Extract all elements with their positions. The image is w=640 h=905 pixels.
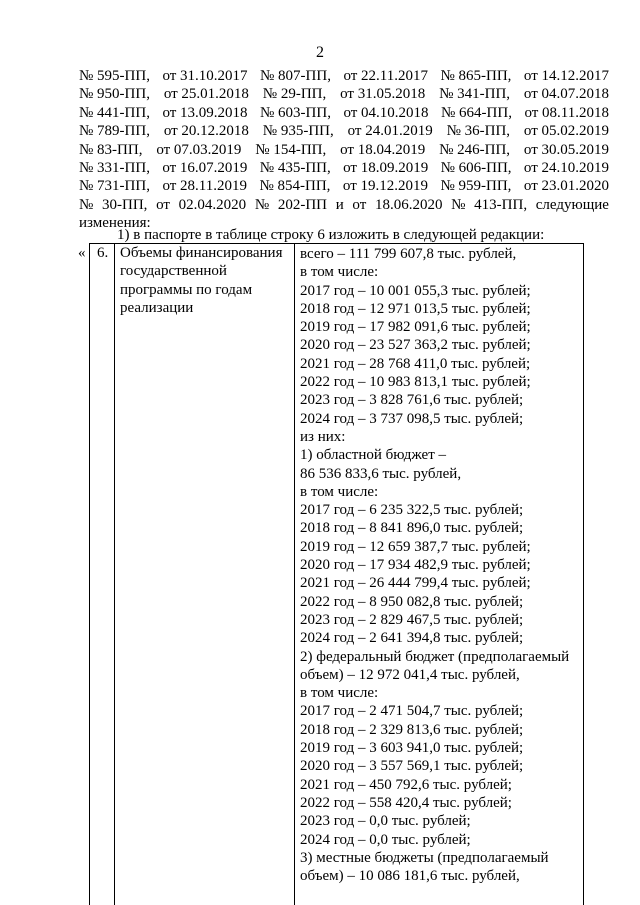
reference-tail-word: от: [156, 196, 170, 213]
content-line: 2020 год – 17 934 482,9 тыс. рублей;: [300, 557, 531, 574]
reference-tail-word: следующие: [535, 196, 609, 213]
reference-number: № 331-ПП,: [79, 159, 150, 176]
content-line: 2017 год – 2 471 504,7 тыс. рублей;: [300, 703, 524, 720]
table-row-content: [300, 245, 582, 885]
content-line: 2017 год – 6 235 322,5 тыс. рублей;: [300, 502, 524, 519]
reference-number: № 441-ПП,: [79, 104, 150, 121]
reference-row: [79, 85, 609, 103]
reference-row: [79, 122, 609, 140]
reference-tail-word: от: [352, 196, 367, 213]
content-line: 2021 год – 28 768 411,0 тыс. рублей;: [300, 355, 531, 372]
content-line: 2022 год – 558 420,4 тыс. рублей;: [300, 794, 512, 811]
reference-date: от 04.10.2018: [343, 104, 429, 121]
reference-row: [79, 67, 609, 85]
content-line: в том числе:: [300, 685, 379, 702]
content-line: объем) – 12 972 041,4 тыс. рублей,: [300, 666, 520, 683]
content-line: 2018 год – 2 329 813,6 тыс. рублей;: [300, 721, 524, 738]
reference-number: № 789-ПП,: [79, 123, 150, 140]
content-line: 2018 год – 8 841 896,0 тыс. рублей;: [300, 520, 524, 537]
reference-tail-word: №: [451, 196, 466, 213]
reference-number: № 664-ПП,: [441, 104, 512, 121]
table-border-right: [583, 243, 584, 905]
table-border-col2: [294, 243, 295, 905]
reference-tail-word: №: [79, 196, 94, 213]
reference-date: от 16.07.2019: [162, 159, 248, 176]
content-line: 2018 год – 12 971 013,5 тыс. рублей;: [300, 300, 531, 317]
reference-row: [79, 104, 609, 122]
content-line: 2021 год – 26 444 799,4 тыс. рублей;: [300, 575, 531, 592]
reference-date: от 24.01.2019: [347, 123, 433, 140]
table-row-name: Объемы финансирования государственной программы по годам реализации: [120, 245, 283, 316]
reference-number: № 603-ПП,: [260, 104, 331, 121]
reference-number: № 29-ПП,: [262, 86, 327, 103]
content-line: 2023 год – 0,0 тыс. рублей;: [300, 813, 471, 830]
content-line: 2024 год – 0,0 тыс. рублей;: [300, 831, 471, 848]
reference-row: [79, 177, 609, 195]
reference-date: от 14.12.2017: [523, 68, 609, 84]
content-line: объем) – 10 086 181,6 тыс. рублей,: [300, 868, 520, 885]
reference-date: от 28.11.2019: [162, 178, 247, 195]
table-row-number: 6.: [97, 245, 109, 261]
reference-number: № 341-ПП,: [439, 86, 511, 103]
reference-number: № 154-ПП,: [255, 141, 327, 158]
content-line: 2019 год – 3 603 941,0 тыс. рублей;: [300, 740, 524, 757]
reference-date: от 13.09.2018: [162, 104, 248, 121]
reference-date: от 25.01.2018: [163, 86, 249, 103]
reference-tail-word: 413-ПП,: [474, 196, 528, 213]
reference-tail-word: №: [254, 196, 270, 213]
content-line: 2024 год – 3 737 098,5 тыс. рублей;: [300, 410, 524, 427]
reference-row: [79, 159, 609, 177]
content-line: всего – 111 799 607,8 тыс. рублей,: [300, 246, 517, 262]
content-line: в том числе:: [300, 483, 379, 500]
content-line: 2020 год – 3 557 569,1 тыс. рублей;: [300, 758, 524, 775]
reference-date: от 31.10.2017: [162, 68, 248, 84]
page-number: 2: [316, 44, 324, 61]
opening-quote: «: [78, 245, 86, 261]
content-line: 2022 год – 8 950 082,8 тыс. рублей;: [300, 593, 524, 610]
reference-date: от 24.10.2019: [523, 159, 609, 176]
reference-number: № 435-ПП,: [259, 159, 331, 176]
content-line: 2020 год – 23 527 363,2 тыс. рублей;: [300, 337, 531, 354]
reference-date: от 18.04.2019: [340, 141, 426, 158]
reference-number: № 246-ПП,: [439, 141, 511, 158]
content-line: 2021 год – 450 792,6 тыс. рублей;: [300, 776, 512, 793]
reference-date: от 20.12.2018: [163, 123, 249, 140]
reference-date: от 23.01.2020: [523, 178, 609, 195]
content-line: 2019 год – 12 659 387,7 тыс. рублей;: [300, 538, 531, 555]
reference-tail-line: [79, 196, 609, 214]
reference-date: от 19.12.2019: [342, 178, 428, 195]
table-border-left: [89, 243, 90, 905]
reference-tail-word: 02.04.2020: [178, 196, 247, 213]
content-line: 2023 год – 2 829 467,5 тыс. рублей;: [300, 611, 524, 628]
reference-number: № 595-ПП,: [79, 68, 150, 84]
reference-number: № 950-ПП,: [79, 86, 150, 103]
reference-number: № 865-ПП,: [440, 68, 512, 84]
reference-date: от 05.02.2019: [523, 123, 609, 140]
reference-number: № 36-ПП,: [446, 123, 511, 140]
subpoint-instruction: 1) в паспорте в таблице строку 6 изложить в следующей редакции:: [117, 227, 545, 243]
reference-date: от 22.11.2017: [343, 68, 428, 84]
reference-number: № 959-ПП,: [440, 178, 512, 195]
content-line: 2) федеральный бюджет (предполагаемый: [300, 648, 570, 665]
content-line: в том числе:: [300, 264, 379, 281]
content-line: 2019 год – 17 982 091,6 тыс. рублей;: [300, 319, 531, 336]
reference-number: № 731-ПП,: [79, 178, 150, 195]
reference-number: № 606-ПП,: [440, 159, 512, 176]
content-line: 2022 год – 10 983 813,1 тыс. рублей;: [300, 374, 531, 391]
reference-number: № 854-ПП,: [259, 178, 331, 195]
reference-number: № 935-ПП,: [262, 123, 334, 140]
passport-table: [89, 243, 584, 905]
reference-row: [79, 141, 609, 159]
reference-date: от 30.05.2019: [523, 141, 609, 158]
content-line: из них:: [300, 428, 346, 445]
content-line: 2017 год – 10 001 055,3 тыс. рублей;: [300, 282, 531, 299]
content-line: 3) местные бюджеты (предполагаемый: [300, 849, 549, 866]
reference-date: от 07.03.2019: [156, 141, 242, 158]
reference-number: № 83-ПП,: [79, 141, 143, 158]
reference-number: № 807-ПП,: [260, 68, 331, 84]
reference-list: [79, 67, 609, 196]
content-line: 2024 год – 2 641 394,8 тыс. рублей;: [300, 630, 524, 647]
reference-date: от 08.11.2018: [524, 104, 609, 121]
content-line: 2023 год – 3 828 761,6 тыс. рублей;: [300, 392, 524, 409]
reference-tail-word: 30-ПП,: [102, 196, 148, 213]
content-line: 1) областной бюджет –: [300, 447, 447, 464]
reference-date: от 31.05.2018: [340, 86, 426, 103]
reference-date: от 18.09.2019: [343, 159, 429, 176]
reference-tail-word: 18.06.2020: [374, 196, 443, 213]
reference-tail-end: изменения:: [79, 215, 151, 232]
content-line: 86 536 833,6 тыс. рублей,: [300, 465, 462, 482]
reference-tail-word: 202-ПП: [277, 196, 328, 213]
table-border-col1: [114, 243, 115, 905]
reference-date: от 04.07.2018: [523, 86, 609, 103]
resolution-references: [79, 67, 609, 233]
reference-tail-word: и: [335, 196, 344, 213]
